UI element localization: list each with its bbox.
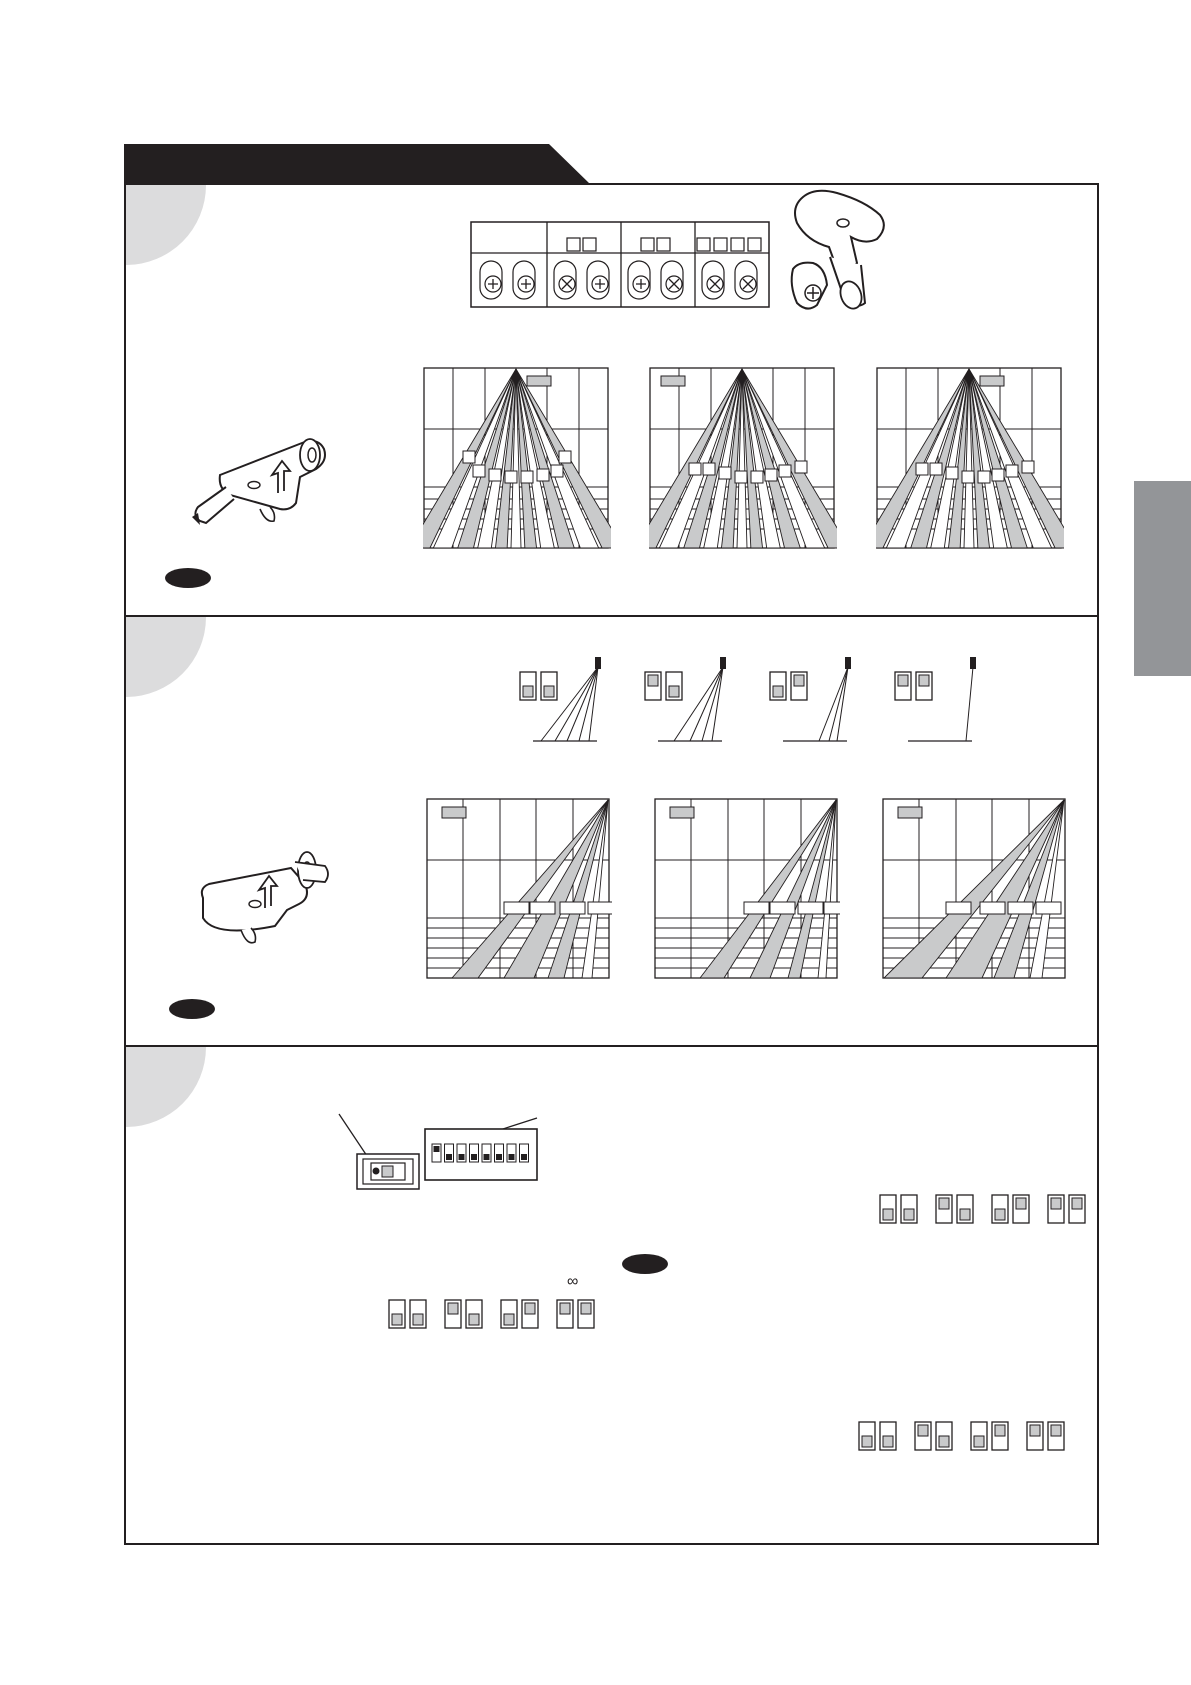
- beam-side-c: [882, 798, 1068, 981]
- note-pill-2: [169, 999, 215, 1019]
- section-divider-1: [124, 615, 1099, 617]
- side-tab: [1134, 481, 1191, 676]
- dip-switch-knob: [509, 1154, 515, 1160]
- zone-label-box: [661, 376, 685, 386]
- beam-side-b: [654, 798, 840, 981]
- zone-box: [770, 902, 795, 914]
- switch-board: [335, 1110, 540, 1195]
- terminal-block: [470, 221, 772, 309]
- zone-box: [504, 902, 529, 914]
- dip-switch-knob: [434, 1146, 440, 1152]
- dip-pair-down-down: [520, 672, 557, 700]
- dip-row-middle: [387, 1298, 597, 1330]
- zone-label-box: [527, 376, 551, 386]
- zone-box: [795, 461, 807, 473]
- zone-box: [946, 467, 958, 479]
- dip-switch-knob: [446, 1154, 452, 1160]
- zone-label-box: [442, 807, 466, 818]
- zone-box: [551, 465, 563, 477]
- dip-switch-knob: [496, 1154, 502, 1160]
- dip-switch-knob: [459, 1154, 465, 1160]
- dip-switch-knob: [471, 1154, 477, 1160]
- zone-box: [689, 463, 701, 475]
- dip-pair-up-down: [936, 1195, 973, 1223]
- dip-switch-knob: [484, 1154, 490, 1160]
- zone-label-box: [898, 807, 922, 818]
- key-screwdriver-icon: [785, 185, 895, 320]
- zone-box: [962, 471, 974, 483]
- dip-pair-down-down: [389, 1300, 426, 1328]
- beam-pattern-b: [649, 367, 837, 551]
- zone-box: [916, 463, 928, 475]
- beam-pattern-c: [876, 367, 1064, 551]
- dip-pair-down-up: [992, 1195, 1029, 1223]
- zone-box: [946, 902, 971, 914]
- dip-pair-down-up: [770, 672, 807, 700]
- dip-switch-knob: [521, 1154, 527, 1160]
- zone-box: [489, 469, 501, 481]
- zone-box: [1036, 902, 1061, 914]
- zone-box: [719, 467, 731, 479]
- section-corner-2: [126, 617, 206, 697]
- zone-box: [798, 902, 823, 914]
- zone-box: [588, 902, 612, 914]
- zone-box: [703, 463, 715, 475]
- zone-box: [930, 463, 942, 475]
- zone-box: [473, 465, 485, 477]
- beam-pattern-a: [423, 367, 611, 551]
- dip-pair-up-down: [445, 1300, 482, 1328]
- zone-box: [1022, 461, 1034, 473]
- zone-box: [978, 471, 990, 483]
- dip-pair-down-down: [880, 1195, 917, 1223]
- zone-box: [463, 451, 475, 463]
- zone-box: [1008, 902, 1033, 914]
- zone-label-box: [980, 376, 1004, 386]
- zone-label-box: [670, 807, 694, 818]
- key-arrow-icon-2: [195, 848, 345, 953]
- zone-box: [751, 471, 763, 483]
- header-bar: [124, 144, 594, 184]
- zone-box: [505, 471, 517, 483]
- zone-box: [980, 902, 1005, 914]
- dip-pair-up-up: [1027, 1422, 1064, 1450]
- section-corner-3: [126, 1047, 206, 1127]
- dip-pair-down-up: [971, 1422, 1008, 1450]
- zone-box: [537, 469, 549, 481]
- key-arrow-icon: [190, 425, 335, 535]
- note-pill-3: [622, 1254, 668, 1274]
- zone-box: [744, 902, 769, 914]
- zone-box: [560, 902, 585, 914]
- dip-pair-up-up: [557, 1300, 594, 1328]
- zone-box: [1006, 465, 1018, 477]
- zone-box: [735, 471, 747, 483]
- beam-side-a: [426, 798, 612, 981]
- dip-pair-up-up: [895, 672, 932, 700]
- dip-pair-down-up: [501, 1300, 538, 1328]
- zone-box: [521, 471, 533, 483]
- section-corner-1: [126, 185, 206, 265]
- zone-box: [765, 469, 777, 481]
- note-pill-1: [165, 568, 211, 588]
- zone-box: [779, 465, 791, 477]
- section-divider-2: [124, 1045, 1099, 1047]
- zone-box: [559, 451, 571, 463]
- dip-pair-up-down: [915, 1422, 952, 1450]
- zone-box: [992, 469, 1004, 481]
- dip-row-lower: [857, 1420, 1067, 1452]
- dip-pairs-beams: [515, 655, 995, 745]
- dip-row-upper: [878, 1193, 1088, 1225]
- dip-pair-down-down: [859, 1422, 896, 1450]
- zone-box: [824, 902, 840, 914]
- dip-pair-up-up: [1048, 1195, 1085, 1223]
- dip-pair-up-down: [645, 672, 682, 700]
- infinity-symbol: ∞: [567, 1273, 579, 1290]
- zone-box: [530, 902, 555, 914]
